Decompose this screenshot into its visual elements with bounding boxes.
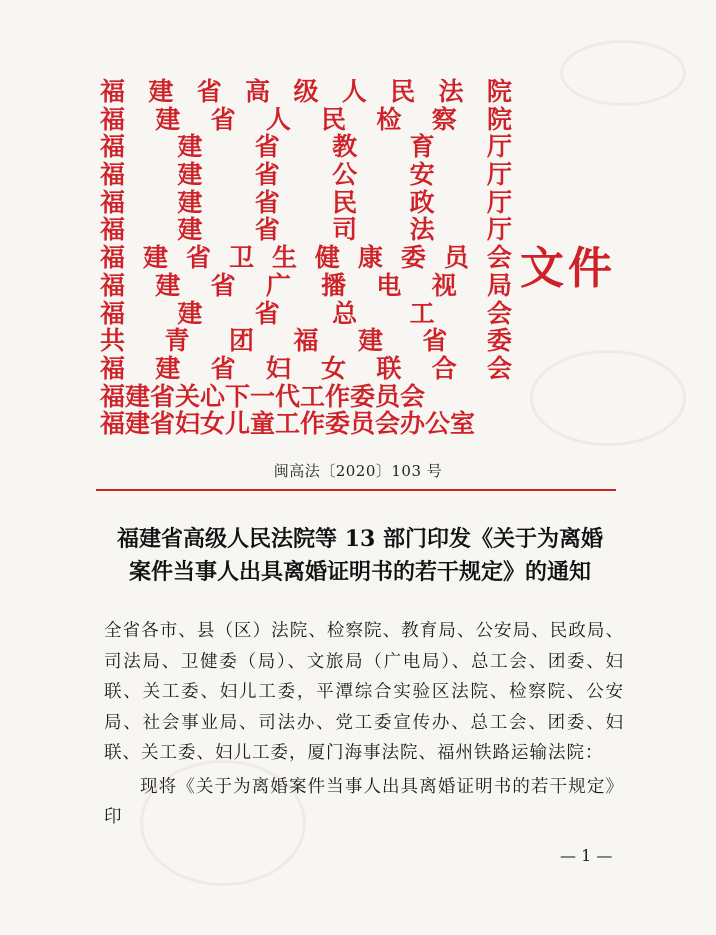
issuer-text: 建 — [357, 326, 383, 356]
issuer-text: 建 — [148, 77, 174, 106]
issuer-text: 青 — [164, 326, 190, 356]
issuer-text: 法 — [409, 215, 435, 245]
issuer-text: 康 — [357, 243, 383, 273]
issuer-text: 会 — [486, 353, 512, 383]
issuer-text: 厅 — [486, 215, 512, 245]
issuer-text: 妇 — [265, 353, 291, 383]
addressee-paragraph: 全省各市、县（区）法院、检察院、教育局、公安局、民政局、司法局、卫健委（局）、文旅局（广电局）、总工会、团委、妇联、关工委、妇儿工委，平潭综合实验区法院、检察院、公安局、社会事业局、司法办、党工委宣传办、总工会、团委、妇联、关工委、妇儿工委，厦门海事法院、福州铁路运输法院： — [104, 621, 624, 763]
issuer-text: 建 — [177, 160, 203, 190]
issuer-text: 省 — [254, 160, 280, 190]
issuer-text: 卫 — [228, 243, 254, 273]
issuer-line — [100, 355, 512, 383]
issuer-text: 联 — [376, 353, 402, 383]
show-through-mark — [560, 40, 686, 106]
issuer-text: 建 — [177, 215, 203, 245]
issuer-text: 福 — [100, 187, 126, 217]
issuer-text: 厅 — [486, 160, 512, 190]
issuer-text: 省 — [196, 77, 222, 106]
document-number: 闽高法〔2020〕103 号 — [273, 462, 443, 480]
issuer-text: 电 — [376, 270, 402, 300]
issuer-text: 民 — [321, 104, 347, 134]
issuer-text: 高 — [245, 77, 271, 106]
issuer-text: 教 — [332, 132, 358, 162]
issuer-text: 政 — [409, 187, 435, 217]
issuer-line — [100, 272, 512, 300]
issuer-text: 会 — [486, 243, 512, 273]
issuer-text: 合 — [431, 353, 457, 383]
issuer-text: 人 — [341, 77, 367, 106]
issuer-text: 司 — [332, 215, 358, 245]
issuer-line — [100, 300, 512, 328]
issuer-text: 级 — [293, 77, 319, 106]
issuer-text: 福 — [100, 160, 126, 190]
issuer-text: 省 — [210, 270, 236, 300]
issuer-text: 省 — [254, 298, 280, 328]
issuer-text: 育 — [409, 132, 435, 162]
issuer-text: 建 — [155, 104, 181, 134]
issuer-line — [100, 161, 512, 189]
issuer-text: 人 — [265, 104, 291, 134]
issuer-text: 建 — [155, 270, 181, 300]
issuer-text: 民 — [332, 187, 358, 217]
issuer-text: 福 — [100, 77, 126, 106]
issuer-text: 建 — [155, 353, 181, 383]
issuer-text: 民 — [390, 77, 416, 106]
issuer-text: 省 — [210, 104, 236, 134]
page-number: — 1 — — [560, 846, 613, 865]
issuer-text: 会 — [486, 298, 512, 328]
issuer-text: 福建省关心下一代工作委员会 — [100, 381, 426, 411]
issuer-line — [100, 78, 512, 106]
issuer-text: 委 — [400, 243, 426, 273]
issuer-text: 福 — [100, 298, 126, 328]
issuer-text: 省 — [422, 326, 448, 356]
issuer-text: 福建省妇女儿童工作委员会办公室 — [100, 409, 476, 439]
issuer-text: 局 — [486, 270, 512, 300]
issuer-text: 院 — [486, 104, 512, 134]
issuer-text: 公 — [332, 160, 358, 190]
issuer-text: 法 — [438, 77, 464, 106]
issuer-text: 省 — [254, 215, 280, 245]
issuer-text: 福 — [100, 215, 126, 245]
issuer-text: 检 — [376, 104, 402, 134]
issuer-text: 建 — [177, 187, 203, 217]
issuer-text: 省 — [254, 132, 280, 162]
issuer-text: 团 — [228, 326, 254, 356]
issuer-text: 福 — [100, 104, 126, 134]
issuer-text: 总 — [332, 298, 358, 328]
issuer-text: 福 — [293, 326, 319, 356]
issuer-text: 福 — [100, 243, 126, 273]
issuer-text: 省 — [210, 353, 236, 383]
issuer-text: 共 — [100, 326, 126, 356]
issuer-text: 福 — [100, 132, 126, 162]
issuer-text: 女 — [321, 353, 347, 383]
issuer-line — [100, 410, 512, 438]
issuer-text: 建 — [177, 132, 203, 162]
issuer-text: 建 — [177, 298, 203, 328]
document-label: 文件 — [520, 243, 616, 294]
issuer-line — [100, 106, 512, 134]
notice-title-line-1: 福建省高级人民法院等 13 部门印发《关于为离婚 — [117, 526, 603, 552]
issuer-line — [100, 189, 512, 217]
issuer-text: 生 — [271, 243, 297, 273]
issuer-text: 察 — [431, 104, 457, 134]
issuer-line — [100, 327, 512, 355]
show-through-mark — [530, 350, 686, 446]
issuer-text: 视 — [431, 270, 457, 300]
issuer-line — [100, 133, 512, 161]
issuer-text: 厅 — [486, 187, 512, 217]
issuer-line — [100, 216, 512, 244]
issuer-text: 院 — [486, 77, 512, 106]
issuer-text: 广 — [265, 270, 291, 300]
body-paragraph: 现将《关于为离婚案件当事人出具离婚证明书的若干规定》印 — [104, 776, 624, 827]
red-divider-line — [96, 489, 616, 491]
issuer-text: 省 — [185, 243, 211, 273]
issuer-text: 福 — [100, 270, 126, 300]
issuer-block — [100, 78, 512, 438]
issuer-text: 安 — [409, 160, 435, 190]
issuer-text: 工 — [409, 298, 435, 328]
notice-title-line-2: 案件当事人出具离婚证明书的若干规定》的通知 — [128, 559, 591, 585]
issuer-text: 委 — [486, 326, 512, 356]
issuer-text: 厅 — [486, 132, 512, 162]
issuer-text: 员 — [443, 243, 469, 273]
notice-title — [100, 523, 620, 589]
issuer-line — [100, 383, 512, 411]
issuer-text: 健 — [314, 243, 340, 273]
issuer-text: 播 — [321, 270, 347, 300]
issuer-text: 建 — [142, 243, 168, 273]
issuer-text: 福 — [100, 353, 126, 383]
issuer-text: 省 — [254, 187, 280, 217]
issuer-line — [100, 244, 512, 272]
notice-body — [104, 616, 624, 833]
